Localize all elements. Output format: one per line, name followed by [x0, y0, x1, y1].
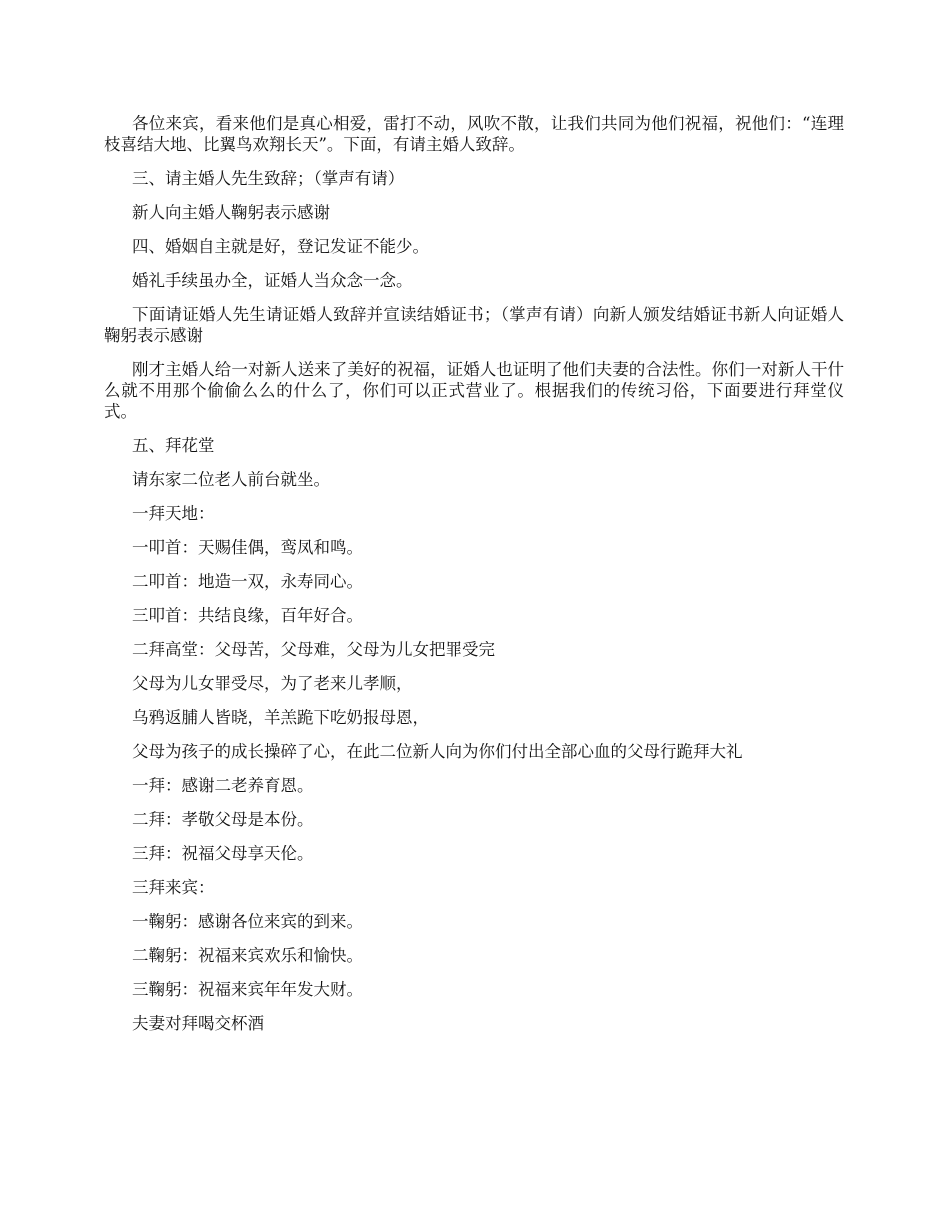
paragraph-third-kowtow: 三叩首：共结良缘，百年好合。: [132, 606, 363, 625]
paragraph-bow-heaven-earth: 一拜天地：: [132, 504, 215, 523]
paragraph-section-four-heading: 四、婚姻自主就是好，登记发证不能少。: [132, 237, 429, 256]
paragraph-thank-officiant: 新人向主婚人鞠躬表示感谢: [132, 203, 330, 222]
paragraph-parents-bow-one: 一拜：感谢二老养育恩。: [132, 776, 314, 795]
paragraph-parents-suffering: 父母为儿女罪受尽，为了老来儿孝顺，: [132, 674, 413, 693]
paragraph-guests-blessing: 各位来宾，看来他们是真心相爱，雷打不动，风吹不散，让我们共同为他们祝福，祝他们：“连理枝喜结大地、比翼鸟欢翔长天”。下面，有请主婚人致辞。: [104, 114, 844, 154]
paragraph-bow-guests: 三拜来宾：: [132, 878, 215, 897]
paragraph-parents-seated: 请东家二位老人前台就坐。: [132, 470, 330, 489]
paragraph-ceremony-procedure: 婚礼手续虽办全，证婚人当众念一念。: [132, 271, 413, 290]
paragraph-section-five-heading: 五、拜花堂: [132, 436, 215, 455]
paragraph-filial-piety: 乌鸦返脯人皆晓，羊羔跪下吃奶报母恩，: [132, 708, 429, 727]
paragraph-parents-bow-two: 二拜：孝敬父母是本份。: [132, 810, 314, 829]
paragraph-kneel-to-parents: 父母为孩子的成长操碎了心，在此二位新人向为你们付出全部心血的父母行跪拜大礼: [132, 742, 743, 761]
paragraph-guests-bow-three: 三鞠躬：祝福来宾年年发大财。: [132, 980, 363, 999]
paragraph-bow-parents: 二拜高堂：父母苦，父母难，父母为儿女把罪受完: [132, 640, 495, 659]
document-body: [104, 113, 844, 1047]
paragraph-guests-bow-two: 二鞠躬：祝福来宾欢乐和愉快。: [132, 946, 363, 965]
paragraph-second-kowtow: 二叩首：地造一双，永寿同心。: [132, 572, 363, 591]
paragraph-witness-speech: 下面请证婚人先生请证婚人致辞并宣读结婚证书；（掌声有请）向新人颁发结婚证书新人向证婚人鞠躬表示感谢: [104, 305, 844, 345]
paragraph-legal-marriage: 刚才主婚人给一对新人送来了美好的祝福，证婚人也证明了他们夫妻的合法性。你们一对新人干什么就不用那个偷偷么么的什么了，你们可以正式营业了。根据我们的传统习俗，下面要进行拜堂仪式。: [104, 360, 844, 421]
paragraph-couple-toast: 夫妻对拜喝交杯酒: [132, 1014, 264, 1033]
paragraph-guests-bow-one: 一鞠躬：感谢各位来宾的到来。: [132, 912, 363, 931]
paragraph-parents-bow-three: 三拜：祝福父母享天伦。: [132, 844, 314, 863]
paragraph-section-three-heading: 三、请主婚人先生致辞；（掌声有请）: [132, 169, 405, 188]
paragraph-first-kowtow: 一叩首：天赐佳偶，鸾凤和鸣。: [132, 538, 363, 557]
